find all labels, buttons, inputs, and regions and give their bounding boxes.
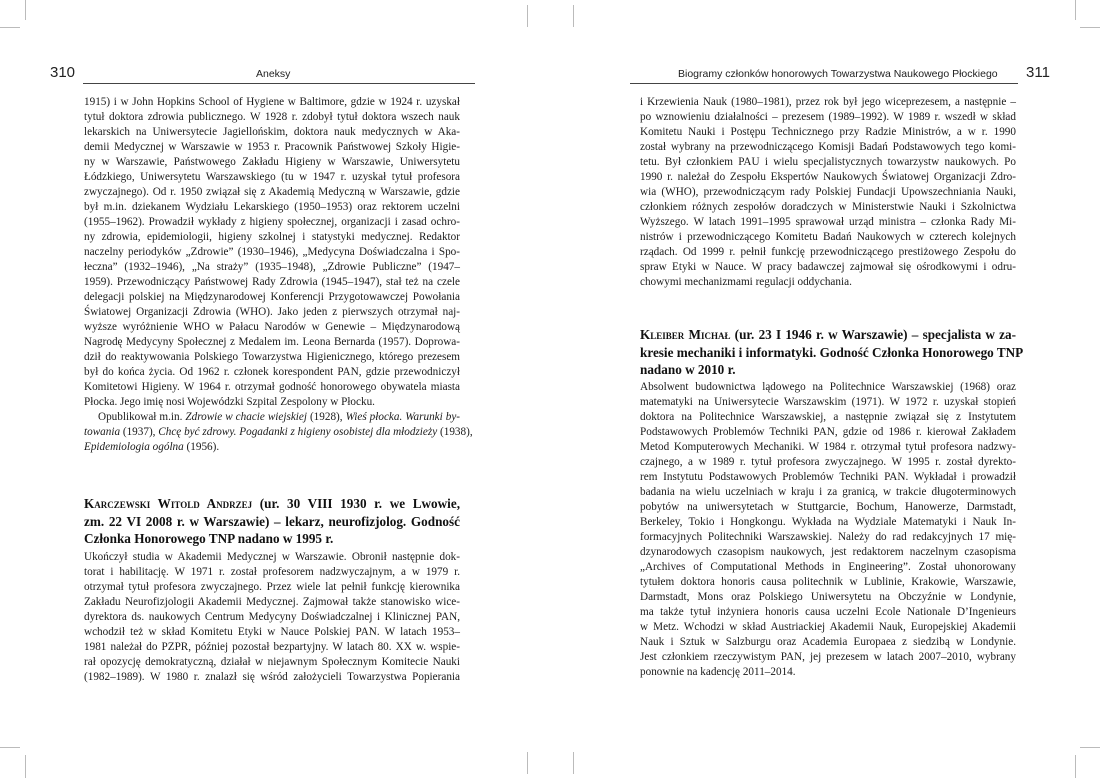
text-line: rał opozycję demokratyczną, działał w niejawnym Społecznym Komitecie Nauki xyxy=(84,656,460,668)
text-line: dzynarodowych czasopism naukowych, jest redaktorem naczelnym czasopisma xyxy=(640,546,1016,558)
crop-mark xyxy=(1075,0,1076,20)
header-rule xyxy=(83,83,475,84)
text-line: Absolwent budownictwa lądowego na Politechnice Warszawskiej (1968) oraz xyxy=(640,381,1016,393)
text-line: Łódzkiego, Uniwersytetu Warszawskiego (tu w 1947 r. uzyskał tytuł profesora xyxy=(84,171,460,183)
text-line: wchodził też w skład Komitetu Etyki w Nauce Polskiej PAN. W latach 1953– xyxy=(84,626,460,638)
text-line: matematyki na Uniwersytecie Warszawskim (1971). W 1972 r. uzyskał stopień xyxy=(640,396,1016,408)
crop-mark xyxy=(1075,755,1076,778)
crop-mark xyxy=(573,752,574,774)
text-line: tytuł doktora zdrowia publicznego. W 1928 r. zdobył tytuł doktora wszech nauk xyxy=(84,111,460,123)
publications-line: towania (1937), Chcę być zdrowy. Pogadanki z higieny osobistej dla młodzieży (1938), xyxy=(84,426,473,438)
text-line: rządach. Od 1999 r. pełnił funkcję przewodniczącego prestiżowego Zespołu do xyxy=(640,246,1016,258)
entry-name: Kleiber Michał xyxy=(640,327,731,342)
text-line: Ukończył studia w Akademii Medycznej w Warszawie. Obronił następnie dok- xyxy=(84,551,460,563)
left-bio-continuation xyxy=(84,95,473,455)
entry-body-karczewski xyxy=(84,550,460,685)
running-head: Aneksy xyxy=(256,68,291,80)
crop-mark xyxy=(25,755,26,778)
crop-mark xyxy=(1080,27,1100,28)
text-line: doktora na Politechnice Warszawskiej, a następnie związał się z Instytutem xyxy=(640,411,1016,423)
text-line: dził do reaktywowania Polskiego Towarzystwa Higienicznego, którego prezesem xyxy=(84,351,460,363)
text-line: torat i habilitację. W 1971 r. został profesorem nadzwyczajnym, a w 1979 r. xyxy=(84,566,460,578)
text-line: delegacji polskiej na Międzynarodowej Konferencji Przygotowawczej Powołania xyxy=(84,291,460,303)
text-line: Komitetowi Higieny. W 1964 r. otrzymał godność honorowego obywatela miasta xyxy=(84,381,460,393)
page-number: 311 xyxy=(1026,64,1050,81)
text-line: Jest członkiem rzeczywistym PAN, jej prezesem w latach 2007–2010, wybrany xyxy=(640,651,1016,663)
text-line: ny zdrowia, epidemiologii, higieny szkolnej i statystyki medycznej. Redaktor xyxy=(84,231,460,243)
crop-mark xyxy=(527,752,528,774)
text-line: 1915) i w John Hopkins School of Hygiene w Baltimore, gdzie w 1924 r. uzyskał xyxy=(84,96,460,108)
text-line: formacyjnych Politechniki Warszawskiej. Należy do rad redakcyjnych 17 mię- xyxy=(640,531,1016,543)
text-line: Metod Komputerowych Mechaniki. W 1984 r. otrzymał tytuł profesora nadzwy- xyxy=(640,441,1016,453)
text-line: w Metz. Wchodzi w skład Austriackiej Akademii Nauk, Europejskiej Akademii xyxy=(640,621,1016,633)
text-line: „Archives of Computational Methods in Engineering”. Został uhonorowany xyxy=(640,561,1016,573)
running-head: Biogramy członków honorowych Towarzystwa Naukowego Płockiego xyxy=(678,68,998,80)
crop-mark xyxy=(527,5,528,27)
text-line: lekarskich na Uniwersytecie Jagiellońskim, doktora nauk medycznych w Aka- xyxy=(84,126,460,138)
text-line: demii Medycznej w Warszawie w 1953 r. Pracownik Państwowej Szkoły Higie- xyxy=(84,141,460,153)
text-line: naczelny periodyków „Zdrowie” (1930–1946), „Medycyna Doświadczalna i Spo- xyxy=(84,246,460,258)
left-header xyxy=(50,64,475,84)
right-header xyxy=(630,64,1050,84)
text-line: wia (WHO), przewodniczącym rady Polskiej Fundacji Upowszechniania Nauki, xyxy=(640,186,1016,198)
entry-name: Karczewski Witold Andrzej xyxy=(84,496,253,511)
text-line: tytułem doktora honoris causa politechnik w Lublinie, Krakowie, Warszawie, xyxy=(640,576,1016,588)
crop-mark xyxy=(25,0,26,20)
header-rule xyxy=(630,83,1018,84)
text-line: chowymi mechanizmami regulacji oddychania. xyxy=(640,276,852,288)
text-line: Światowej Organizacji Zdrowia (WHO). Jako jeden z pierwszych otrzymał naj- xyxy=(84,306,460,318)
text-line: badania na wielu uczelniach w kraju i za granicą, w trakcie długoterminowych xyxy=(640,486,1016,498)
text-line: Berkeley, Tokio i Hongkongu. Wykłada na Wydziale Matematyki i Nauk In- xyxy=(640,516,1016,528)
text-line: został wybrany na przewodniczącego Komisji Badań Podstawowych tego komi- xyxy=(640,141,1016,153)
text-line: 1959). Przewodniczący Państwowej Rady Zdrowia (1945–1947), stał też na czele xyxy=(84,276,460,288)
text-line: (1955–1962). Prowadził wykłady z higieny społecznej, organizacji i zasad ochro- xyxy=(84,216,460,228)
text-line: otrzymał tytuł profesora zwyczajnego. Przez wiele lat pełnił funkcję kierownika xyxy=(84,581,460,593)
text-line: pobytów na uniwersytetach w Stuttgarcie, Bochum, Hanowerze, Darmstadt, xyxy=(640,501,1016,513)
text-line: ny w Warszawie, Państwowego Zakładu Higieny w Warszawie, Uniwersytetu xyxy=(84,156,460,168)
text-line: Wyższego. W latach 1991–1995 sprawował urząd ministra – członka Rady Mi- xyxy=(640,216,1016,228)
text-line: po wznowieniu działalności – prezesem (1989–1992). W 1989 r. wszedł w skład xyxy=(640,111,1016,123)
text-line: był do końca życia. Od 1962 r. członek korespondent PAN, gdzie przewodniczył xyxy=(84,366,460,378)
text-line: ma także tytuł inżyniera honoris causa uczelni Ecole Nationale D’Ingenieurs xyxy=(640,606,1016,618)
crop-mark xyxy=(1080,747,1100,748)
crop-mark xyxy=(573,5,574,27)
crop-mark xyxy=(0,747,20,748)
text-line: czajnego, a w 1989 r. tytuł profesora zwyczajnego. W 1995 r. został dyrekto- xyxy=(640,456,1016,468)
text-line: dyrektora ds. naukowych Centrum Medycyny Doświadczalnej i Klinicznej PAN, xyxy=(84,611,460,623)
crop-mark xyxy=(0,27,20,28)
entry-body-kleiber xyxy=(640,380,1016,680)
text-line: 1981 należał do PZPR, później pozostał bezpartyjny. W latach 80. XX w. wspie- xyxy=(84,641,460,653)
text-line: ponownie na kadencję 2011–2014. xyxy=(640,666,796,678)
text-line: łeczna” (1932–1946), „Na straży” (1935–1948), „Zdrowie Publiczne” (1947– xyxy=(84,261,460,273)
entry-heading-karczewski: Karczewski Witold Andrzej (ur. 30 VIII 1930 r. we Lwowie, zm. 22 VI 2008 r. w Warszawie) – lekarz, neurofizjolog. Godność Członka Honorowego TNP nadano w 1995 r. xyxy=(84,496,460,546)
right-bio-continuation xyxy=(640,95,1016,290)
text-line: Nagrodę Medycyny Społecznej z Medalem im. Leona Bernarda (1957). Doprowa- xyxy=(84,336,460,348)
entry-heading-kleiber: Kleiber Michał (ur. 23 I 1946 r. w Warszawie) – specjalista w za- kresie mechaniki i informatyki. Godność Członka Honorowego TNP nadano w 2010 r. xyxy=(640,327,1024,377)
page-number: 310 xyxy=(50,64,76,81)
text-line: Darmstadt, Mons oraz Polskiego Uniwersytetu na Obczyźnie w Londynie, xyxy=(640,591,1016,603)
text-line: nistrów i przewodniczącego Komitetu Badań Naukowych w czterech kolejnych xyxy=(640,231,1016,243)
text-line: Płocka. Jego imię nosi Wojewódzki Szpital Zespolony w Płocku. xyxy=(84,396,375,408)
text-line: Podstawowych Problemów Techniki PAN, gdzie od 1986 r. kierował Zakładem xyxy=(640,426,1016,438)
text-line: 1990 r. należał do Zespołu Ekspertów Naukowych Światowej Organizacji Zdro- xyxy=(640,171,1016,183)
text-line: rem Instytutu Podstawowych Problemów Techniki PAN. Wykładał i prowadził xyxy=(640,471,1016,483)
text-line: tetu. Był członkiem PAU i wielu specjalistycznych towarzystw naukowych. Po xyxy=(640,156,1016,168)
text-line: i Krzewienia Nauk (1980–1981), przez rok był jego wiceprezesem, a następnie – xyxy=(640,96,1016,108)
text-line: Komitetu Nauki i Postępu Technicznego przy Radzie Ministrów, a w r. 1990 xyxy=(640,126,1016,138)
publications-line: Epidemiologia ogólna (1956). xyxy=(84,441,220,453)
text-line: członkiem różnych zespołów doradczych w Ministerstwie Nauki i Szkolnictwa xyxy=(640,201,1016,213)
text-line: (1982–1989). W 1980 r. znalazł się wśród założycieli Towarzystwa Popierania xyxy=(84,671,460,683)
text-line: był m.in. dziekanem Wydziału Lekarskiego (1950–1953) oraz rektorem uczelni xyxy=(84,201,460,213)
publications-paragraph: Opublikował m.in. Zdrowie w chacie wiejskiej (1928), Wieś płocka. Warunki by- xyxy=(98,411,461,423)
text-line: Nauk i Sztuk w Salzburgu oraz Academia Europaea z siedzibą w Londynie. xyxy=(640,636,1016,648)
text-line: wyższe wyróżnienie WHO w Pałacu Narodów w Genewie – Międzynarodową xyxy=(84,321,460,333)
text-line: Zakładu Neurofizjologii Akademii Medycznej. Zajmował także stanowisko wice- xyxy=(84,596,460,608)
text-line: spraw Etyki w Nauce. W pracy badawczej zajmował się ośrodkowymi i odru- xyxy=(640,261,1016,273)
text-line: zwyczajnego). Od r. 1950 związał się z Akademią Medyczną w Warszawie, gdzie xyxy=(84,186,460,198)
